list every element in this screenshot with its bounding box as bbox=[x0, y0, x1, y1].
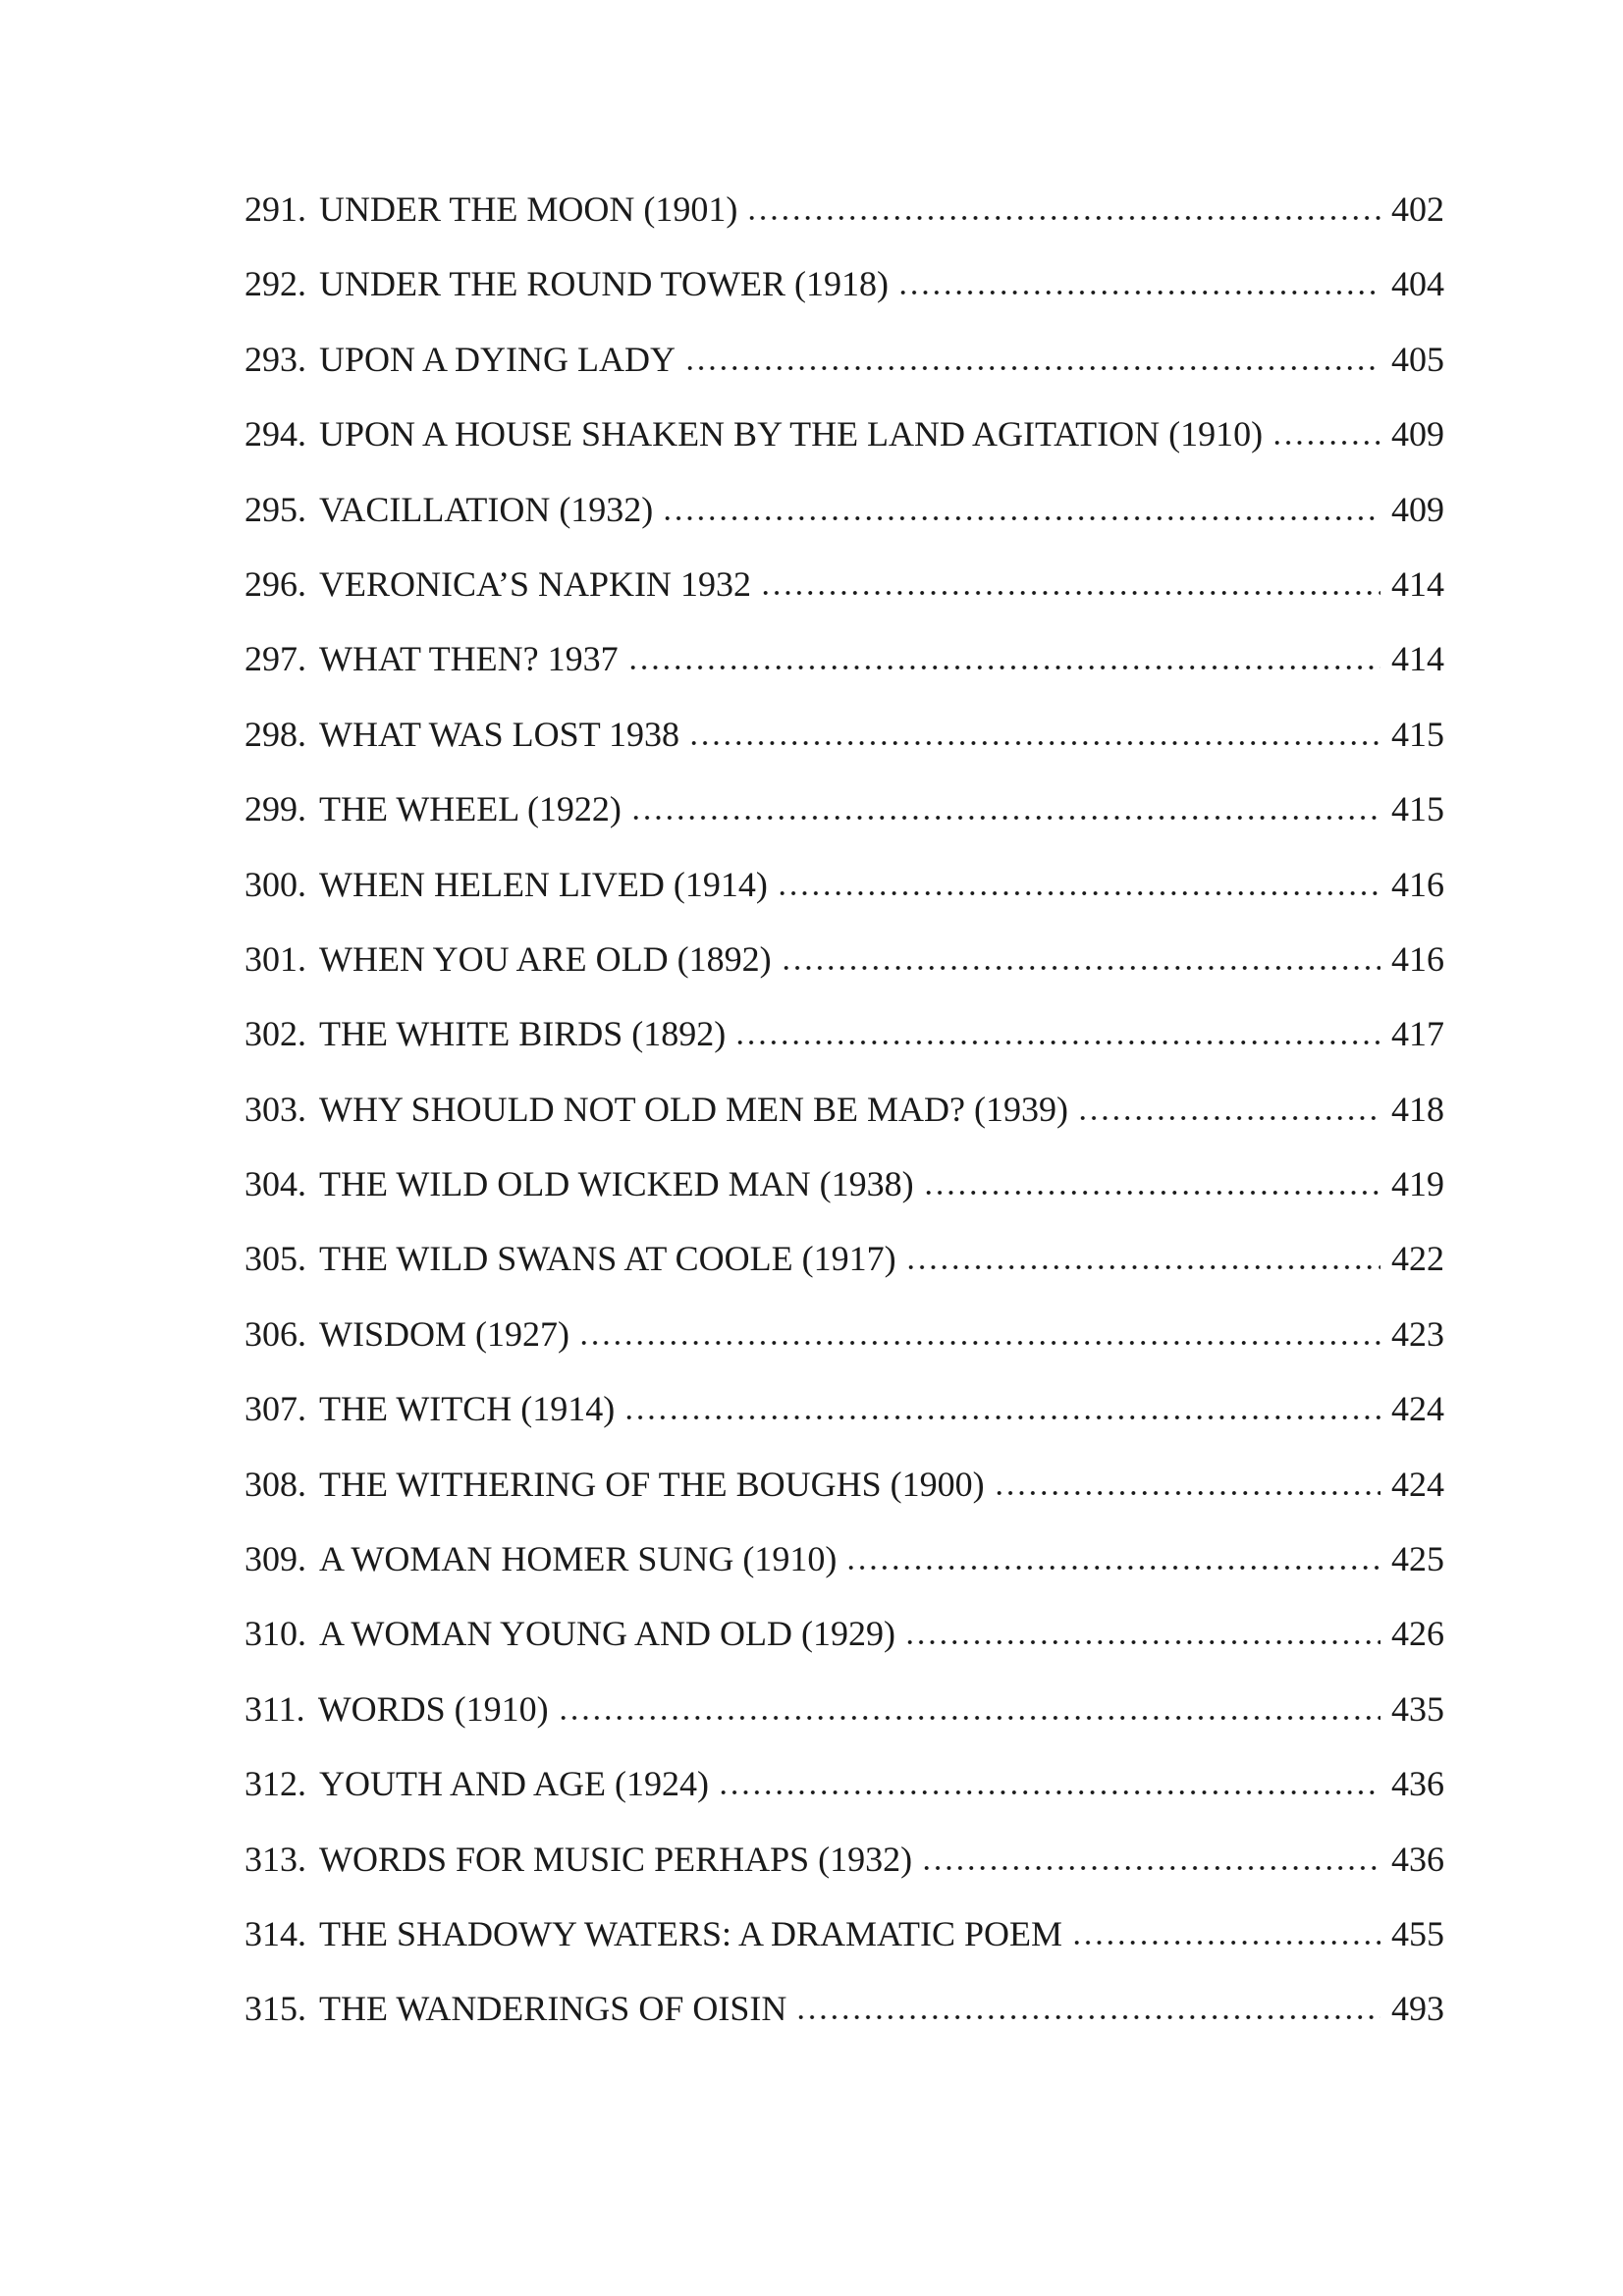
dot-leader bbox=[905, 1264, 1380, 1270]
entry-title: VERONICA’S NAPKIN 1932 bbox=[319, 563, 752, 604]
dot-leader bbox=[781, 965, 1380, 971]
entry-number: 304. bbox=[244, 1164, 306, 1204]
entry-title: WHY SHOULD NOT OLD MEN BE MAD? (1939) bbox=[319, 1089, 1068, 1129]
entry-title: WISDOM (1927) bbox=[319, 1313, 569, 1354]
entry-title: THE WHEEL (1922) bbox=[319, 789, 622, 829]
entry-title: UNDER THE ROUND TOWER (1918) bbox=[319, 264, 889, 304]
dot-leader bbox=[627, 665, 1380, 670]
entry-number: 312. bbox=[244, 1764, 306, 1804]
entry-page-number: 435 bbox=[1391, 1688, 1444, 1729]
entry-page-number: 416 bbox=[1391, 938, 1444, 979]
dot-leader bbox=[1071, 1940, 1380, 1946]
dot-leader bbox=[795, 2014, 1380, 2020]
dot-leader bbox=[994, 1490, 1380, 1496]
entry-page-number: 418 bbox=[1391, 1089, 1444, 1129]
entry-number: 306. bbox=[244, 1313, 306, 1354]
entry-page-number: 424 bbox=[1391, 1464, 1444, 1504]
toc-entry bbox=[244, 1538, 1444, 1613]
toc-entry bbox=[244, 413, 1444, 488]
entry-number: 301. bbox=[244, 938, 306, 979]
entry-page-number: 425 bbox=[1391, 1539, 1444, 1579]
entry-number: 300. bbox=[244, 864, 306, 904]
entry-number: 315. bbox=[244, 1989, 306, 2029]
entry-page-number: 414 bbox=[1391, 563, 1444, 604]
dot-leader bbox=[897, 290, 1380, 295]
entry-page-number: 404 bbox=[1391, 264, 1444, 304]
entry-number: 291. bbox=[244, 189, 306, 229]
entry-page-number: 415 bbox=[1391, 714, 1444, 754]
entry-number: 299. bbox=[244, 789, 306, 829]
entry-number: 294. bbox=[244, 414, 306, 454]
entry-title: A WOMAN HOMER SUNG (1910) bbox=[319, 1539, 838, 1579]
entry-title: THE WITCH (1914) bbox=[319, 1389, 616, 1429]
entry-page-number: 409 bbox=[1391, 414, 1444, 454]
entry-number: 303. bbox=[244, 1089, 306, 1129]
entry-page-number: 417 bbox=[1391, 1014, 1444, 1054]
entry-number: 292. bbox=[244, 264, 306, 304]
dot-leader bbox=[688, 740, 1380, 746]
dot-leader bbox=[923, 1190, 1380, 1196]
entry-title: UPON A HOUSE SHAKEN BY THE LAND AGITATION (1910) bbox=[319, 414, 1264, 454]
entry-title: VACILLATION (1932) bbox=[319, 489, 654, 529]
dot-leader bbox=[718, 1789, 1380, 1795]
entry-number: 302. bbox=[244, 1014, 306, 1054]
entry-title: WHAT THEN? 1937 bbox=[319, 639, 619, 679]
dot-leader bbox=[623, 1415, 1380, 1420]
entry-number: 307. bbox=[244, 1389, 306, 1429]
entry-number: 314. bbox=[244, 1913, 306, 1953]
entry-page-number: 422 bbox=[1391, 1239, 1444, 1279]
toc-entry bbox=[244, 1313, 1444, 1388]
dot-leader bbox=[845, 1565, 1380, 1571]
toc-entry bbox=[244, 1988, 1444, 2062]
entry-number: 298. bbox=[244, 714, 306, 754]
toc-entry bbox=[244, 1913, 1444, 1988]
toc-entry bbox=[244, 864, 1444, 938]
toc-entry bbox=[244, 1763, 1444, 1838]
dot-leader bbox=[662, 515, 1380, 521]
entry-title: THE SHADOWY WATERS: A DRAMATIC POEM bbox=[319, 1913, 1063, 1953]
toc-entry bbox=[244, 188, 1444, 263]
entry-title: THE WANDERINGS OF OISIN bbox=[319, 1989, 787, 2029]
toc-entry bbox=[244, 1163, 1444, 1238]
entry-number: 293. bbox=[244, 339, 306, 379]
dot-leader bbox=[630, 815, 1380, 821]
entry-page-number: 493 bbox=[1391, 1989, 1444, 2029]
toc-entry bbox=[244, 1839, 1444, 1913]
entry-page-number: 405 bbox=[1391, 339, 1444, 379]
entry-title: A WOMAN YOUNG AND OLD (1929) bbox=[319, 1614, 895, 1654]
toc-entry bbox=[244, 263, 1444, 338]
toc-entry bbox=[244, 938, 1444, 1013]
entry-page-number: 414 bbox=[1391, 639, 1444, 679]
entry-title: THE WHITE BIRDS (1892) bbox=[319, 1014, 727, 1054]
toc-entry bbox=[244, 1388, 1444, 1463]
entry-title: UPON A DYING LADY bbox=[319, 339, 676, 379]
entry-page-number: 409 bbox=[1391, 489, 1444, 529]
entry-page-number: 455 bbox=[1391, 1913, 1444, 1953]
entry-page-number: 416 bbox=[1391, 864, 1444, 904]
entry-title: YOUTH AND AGE (1924) bbox=[319, 1764, 709, 1804]
toc-entry bbox=[244, 339, 1444, 413]
entry-number: 313. bbox=[244, 1839, 306, 1879]
dot-leader bbox=[777, 890, 1380, 896]
dot-leader bbox=[684, 365, 1380, 371]
entry-title: WHAT WAS LOST 1938 bbox=[319, 714, 680, 754]
entry-title: THE WILD OLD WICKED MAN (1938) bbox=[319, 1164, 914, 1204]
toc-entry bbox=[244, 714, 1444, 788]
dot-leader bbox=[558, 1715, 1380, 1721]
toc-entry bbox=[244, 1013, 1444, 1088]
toc-entry bbox=[244, 1688, 1444, 1763]
table-of-contents bbox=[244, 188, 1444, 2063]
dot-leader bbox=[734, 1040, 1380, 1045]
entry-page-number: 423 bbox=[1391, 1313, 1444, 1354]
entry-number: 308. bbox=[244, 1464, 306, 1504]
dot-leader bbox=[921, 1865, 1380, 1871]
dot-leader bbox=[578, 1340, 1380, 1346]
dot-leader bbox=[746, 215, 1380, 221]
dot-leader bbox=[760, 590, 1380, 596]
entry-page-number: 415 bbox=[1391, 789, 1444, 829]
toc-entry bbox=[244, 1613, 1444, 1687]
toc-entry bbox=[244, 788, 1444, 863]
entry-number: 309. bbox=[244, 1539, 306, 1579]
entry-title: WORDS FOR MUSIC PERHAPS (1932) bbox=[319, 1839, 913, 1879]
entry-page-number: 419 bbox=[1391, 1164, 1444, 1204]
entry-page-number: 426 bbox=[1391, 1614, 1444, 1654]
entry-page-number: 402 bbox=[1391, 189, 1444, 229]
dot-leader bbox=[1271, 440, 1380, 446]
entry-title: THE WITHERING OF THE BOUGHS (1900) bbox=[319, 1464, 985, 1504]
toc-entry bbox=[244, 1089, 1444, 1163]
entry-page-number: 424 bbox=[1391, 1389, 1444, 1429]
entry-number: 297. bbox=[244, 639, 306, 679]
toc-entry bbox=[244, 1238, 1444, 1312]
entry-title: UNDER THE MOON (1901) bbox=[319, 189, 738, 229]
entry-page-number: 436 bbox=[1391, 1839, 1444, 1879]
entry-number: 295. bbox=[244, 489, 306, 529]
entry-number: 296. bbox=[244, 563, 306, 604]
entry-page-number: 436 bbox=[1391, 1764, 1444, 1804]
toc-entry bbox=[244, 638, 1444, 713]
entry-title: WHEN HELEN LIVED (1914) bbox=[319, 864, 768, 904]
entry-title: WORDS (1910) bbox=[317, 1688, 549, 1729]
toc-entry bbox=[244, 1464, 1444, 1538]
entry-number: 305. bbox=[244, 1239, 306, 1279]
dot-leader bbox=[1077, 1115, 1380, 1121]
entry-title: THE WILD SWANS AT COOLE (1917) bbox=[319, 1239, 896, 1279]
dot-leader bbox=[904, 1639, 1380, 1645]
entry-number: 311. bbox=[244, 1688, 305, 1729]
toc-entry bbox=[244, 563, 1444, 638]
toc-entry bbox=[244, 489, 1444, 563]
entry-number: 310. bbox=[244, 1614, 306, 1654]
entry-title: WHEN YOU ARE OLD (1892) bbox=[319, 938, 772, 979]
